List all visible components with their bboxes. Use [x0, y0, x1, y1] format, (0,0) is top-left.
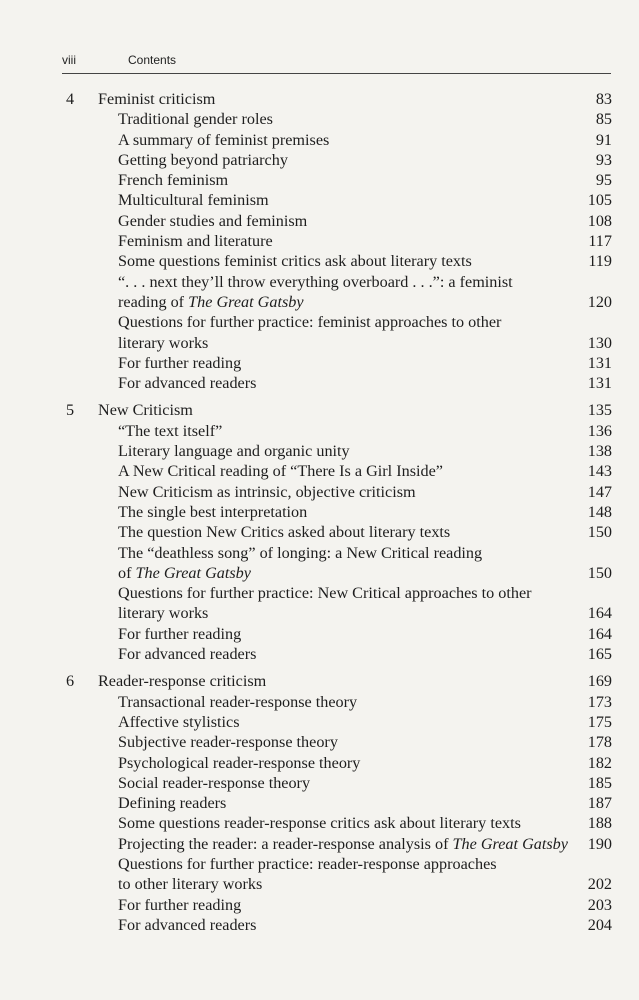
page-number: 182 [587, 753, 612, 772]
page-number: 164 [587, 624, 612, 643]
toc-entry[interactable] [60, 211, 612, 231]
chapter-number: 4 [66, 90, 75, 108]
toc-entry[interactable] [60, 915, 612, 935]
entry-title: Questions for further practice: New Critical approaches to other [118, 584, 532, 603]
entry-title: The “deathless song” of longing: a New Critical reading [118, 543, 483, 562]
toc-chapter [60, 89, 612, 393]
toc-entry[interactable] [60, 482, 612, 502]
page-number: 143 [587, 462, 612, 481]
entry-title: literary works [118, 333, 209, 352]
chapter-heading[interactable] [60, 671, 612, 691]
page-number: 173 [587, 692, 612, 711]
toc-entry[interactable] [60, 732, 612, 752]
toc-entry[interactable] [60, 312, 612, 332]
toc-entry[interactable] [60, 543, 612, 563]
entry-title: For further reading [118, 895, 242, 914]
entry-title: Literary language and organic unity [118, 442, 350, 461]
page-number: 108 [587, 211, 612, 230]
toc-entry[interactable] [60, 854, 612, 874]
entry-title: reading of The Great Gatsby [118, 292, 304, 311]
chapter-number: 5 [66, 401, 75, 420]
toc-entry[interactable] [60, 624, 612, 644]
entry-title: For advanced readers [118, 374, 257, 393]
table-of-contents [60, 89, 612, 942]
toc-entry[interactable] [60, 773, 612, 793]
entry-title: Social reader-response theory [118, 773, 311, 792]
chapter-heading[interactable] [60, 400, 612, 420]
toc-entry[interactable] [60, 563, 612, 583]
toc-entry[interactable] [60, 190, 612, 210]
entry-title: Feminism and literature [118, 232, 273, 251]
page-number: 203 [587, 895, 612, 914]
page-number: 185 [587, 773, 612, 792]
entry-title: Getting beyond patriarchy [118, 150, 288, 169]
page-number: 136 [587, 421, 612, 440]
toc-entry[interactable] [60, 644, 612, 664]
page-number: 119 [588, 252, 612, 271]
toc-entry[interactable] [60, 583, 612, 603]
entry-title: Traditional gender roles [118, 110, 273, 129]
toc-entry[interactable] [60, 272, 612, 292]
entry-title: A summary of feminist premises [118, 130, 330, 149]
toc-entry[interactable] [60, 231, 612, 251]
page-number: 147 [587, 482, 612, 501]
entry-title: “. . . next they’ll throw everything overboard . . .”: a feminist [118, 272, 513, 291]
toc-entry[interactable] [60, 292, 612, 312]
toc-entry[interactable] [60, 813, 612, 833]
entry-title: Projecting the reader: a reader-response analysis of The Great Gatsby [118, 834, 568, 853]
entry-title: For further reading [118, 624, 242, 643]
entry-title: For further reading [118, 353, 242, 372]
page-number: 164 [587, 604, 612, 623]
entry-title: French feminism [118, 171, 229, 190]
chapter-title: New Criticism [98, 401, 193, 420]
toc-entry[interactable] [60, 522, 612, 542]
entry-title: The single best interpretation [118, 502, 308, 521]
entry-title: Questions for further practice: feminist approaches to other [118, 313, 502, 332]
page-number: 165 [587, 645, 612, 664]
running-head [62, 53, 176, 67]
toc-entry[interactable] [60, 333, 612, 353]
toc-chapter [60, 671, 612, 935]
toc-entry[interactable] [60, 793, 612, 813]
toc-entry[interactable] [60, 353, 612, 373]
toc-entry[interactable] [60, 502, 612, 522]
toc-entry[interactable] [60, 895, 612, 915]
page-number: 105 [587, 191, 612, 210]
page-number: 169 [587, 672, 612, 691]
entry-title: Defining readers [118, 794, 227, 813]
page-number: 178 [587, 733, 612, 752]
entry-title: “The text itself” [118, 421, 223, 440]
page-number: 175 [587, 712, 612, 731]
page-number: 83 [595, 90, 612, 108]
toc-entry[interactable] [60, 712, 612, 732]
page-number: 150 [587, 563, 612, 582]
entry-title: Psychological reader-response theory [118, 753, 361, 772]
page-folio: viii [62, 53, 76, 67]
toc-entry[interactable] [60, 421, 612, 441]
entry-title: The question New Critics asked about literary texts [118, 523, 451, 542]
toc-entry[interactable] [60, 251, 612, 271]
entry-title: Subjective reader-response theory [118, 733, 338, 752]
toc-entry[interactable] [60, 150, 612, 170]
running-title: Contents [128, 53, 177, 67]
toc-entry[interactable] [60, 874, 612, 894]
chapter-heading[interactable] [60, 89, 612, 109]
toc-entry[interactable] [60, 373, 612, 393]
toc-chapter [60, 400, 612, 664]
toc-entry[interactable] [60, 441, 612, 461]
page-number: 117 [588, 232, 612, 251]
toc-entry[interactable] [60, 109, 612, 129]
page-number: 120 [587, 292, 612, 311]
page-number: 190 [587, 834, 612, 853]
entry-title: Gender studies and feminism [118, 211, 308, 230]
entry-title: Transactional reader-response theory [118, 692, 358, 711]
chapter-title: Reader-response criticism [98, 672, 267, 691]
entry-title: Some questions feminist critics ask about literary texts [118, 252, 472, 271]
page-number: 95 [595, 171, 612, 190]
page-number: 130 [587, 333, 612, 352]
page-number: 135 [587, 401, 612, 420]
toc-entry[interactable] [60, 461, 612, 481]
page-number: 187 [587, 794, 612, 813]
page-number: 148 [587, 502, 612, 521]
entry-title: of The Great Gatsby [118, 563, 251, 582]
page-number: 93 [595, 150, 612, 169]
page-number: 188 [587, 814, 612, 833]
page-number: 85 [595, 110, 612, 129]
entry-title: For advanced readers [118, 915, 257, 934]
toc-entry[interactable] [60, 692, 612, 712]
entry-title: For advanced readers [118, 645, 257, 664]
toc-entry[interactable] [60, 130, 612, 150]
page-number: 150 [587, 523, 612, 542]
entry-title: Multicultural feminism [118, 191, 269, 210]
page-number: 204 [587, 915, 612, 934]
toc-entry[interactable] [60, 753, 612, 773]
entry-title: Affective stylistics [118, 712, 240, 731]
entry-title: New Criticism as intrinsic, objective criticism [118, 482, 416, 501]
chapter-number: 6 [66, 672, 75, 691]
entry-title: Some questions reader-response critics ask about literary texts [118, 814, 521, 833]
toc-entry[interactable] [60, 834, 612, 854]
toc-entry[interactable] [60, 170, 612, 190]
entry-title: A New Critical reading of “There Is a Girl Inside” [118, 462, 443, 481]
page-number: 138 [587, 442, 612, 461]
page-number: 91 [595, 130, 612, 149]
page-number: 131 [587, 374, 612, 393]
toc-entry[interactable] [60, 603, 612, 623]
header-rule [62, 73, 611, 74]
page-number: 202 [587, 875, 612, 894]
entry-title: to other literary works [118, 875, 263, 894]
entry-title: literary works [118, 604, 209, 623]
entry-title: Questions for further practice: reader-response approaches [118, 854, 497, 873]
page-number: 131 [587, 353, 612, 372]
chapter-title: Feminist criticism [98, 90, 216, 108]
